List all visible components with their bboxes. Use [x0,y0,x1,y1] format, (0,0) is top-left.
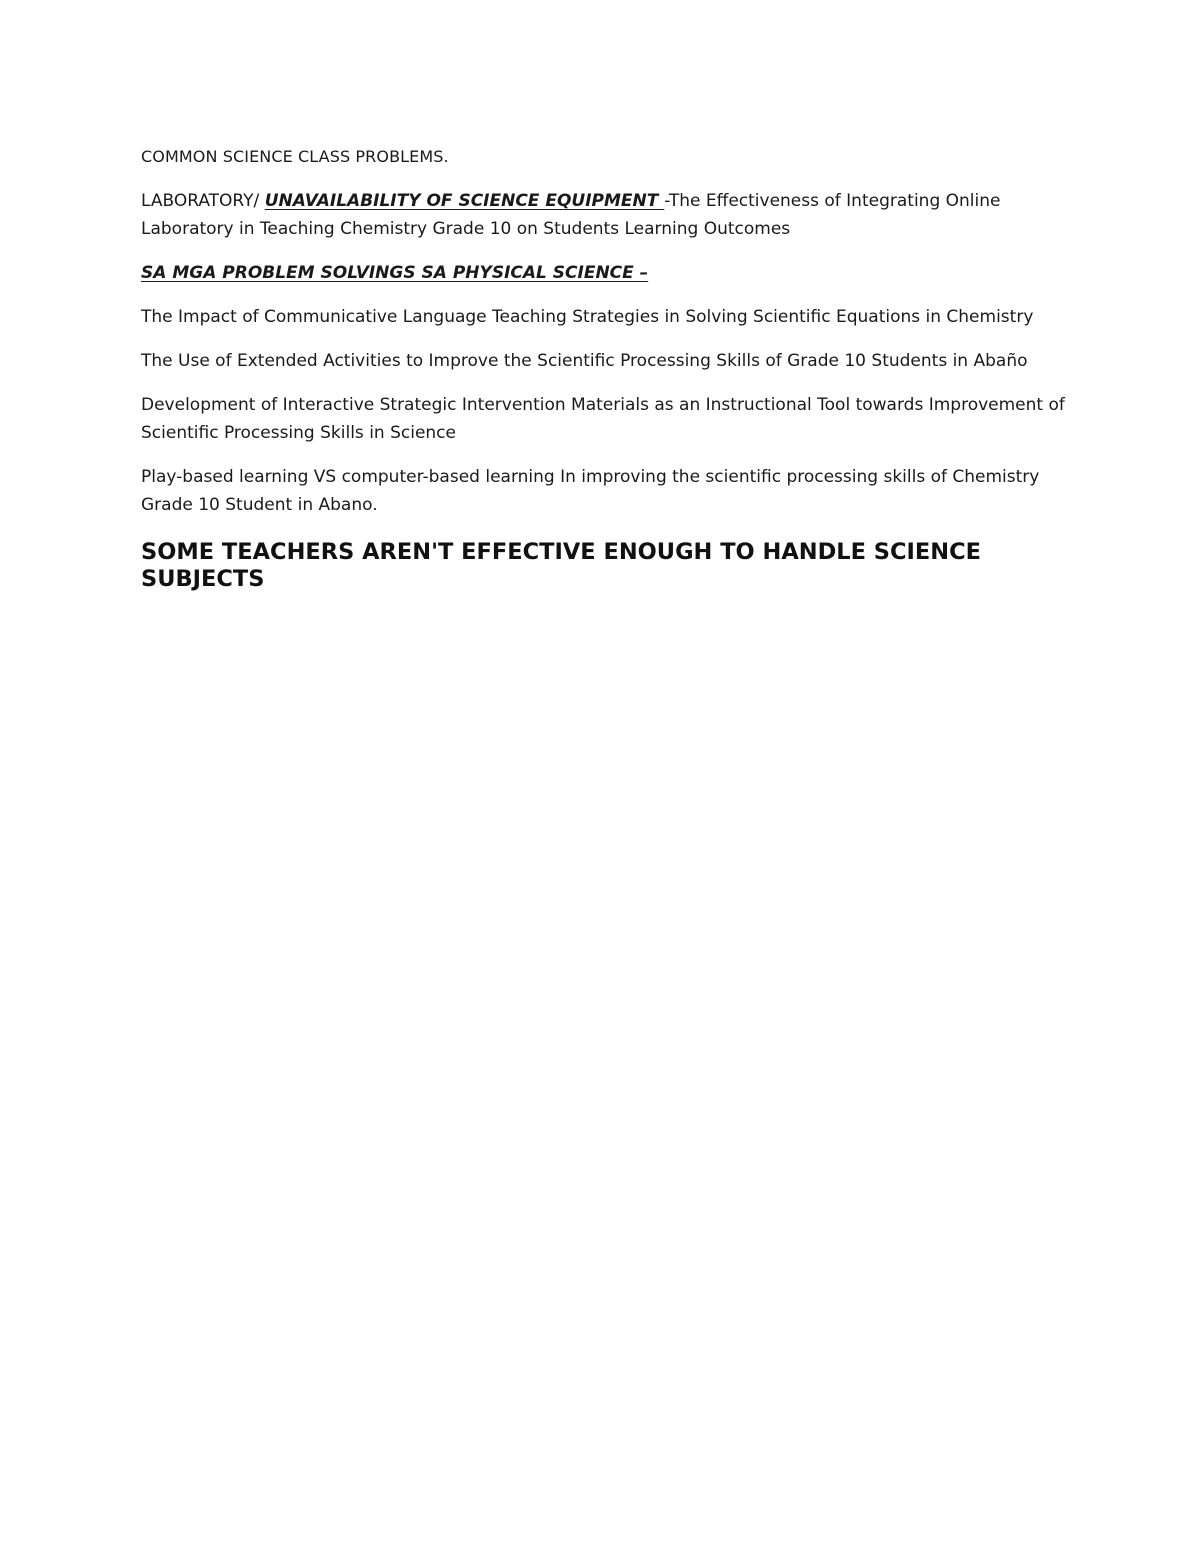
laboratory-rest-line2: Laboratory in Teaching Chemistry Grade 10 on Students Learning Outcomes [141,219,791,239]
laboratory-paragraph [141,187,1071,243]
list-item: The Use of Extended Activities to Improve the Scientific Processing Skills of Grade 10 Students in Abaño [141,351,1028,371]
equipment-emphasis: UNAVAILABILITY OF SCIENCE EQUIPMENT [264,191,665,211]
laboratory-rest-line1: -The Effectiveness of Integrating Online [664,191,1001,211]
closing-heading: SOME TEACHERS AREN'T EFFECTIVE ENOUGH TO HANDLE SCIENCE SUBJECTS [141,539,981,592]
list-item: The Impact of Communicative Language Teaching Strategies in Solving Scientific Equations in Chemistry [141,307,1034,327]
list-item: Development of Interactive Strategic Intervention Materials as an Instructional Tool towards Improvement of Scientific Processing Skills in Science [141,395,1065,443]
laboratory-label: LABORATORY/ [141,191,265,211]
physical-science-heading: SA MGA PROBLEM SOLVINGS SA PHYSICAL SCIENCE – [141,263,649,283]
physical-science-heading-paragraph [141,259,1071,287]
document-title: COMMON SCIENCE CLASS PROBLEMS. [141,147,449,166]
list-item: Play-based learning VS computer-based learning In improving the scientific processing skills of Chemistry Grade 10 Student in Abano. [141,467,1040,515]
document-body [141,143,1071,593]
